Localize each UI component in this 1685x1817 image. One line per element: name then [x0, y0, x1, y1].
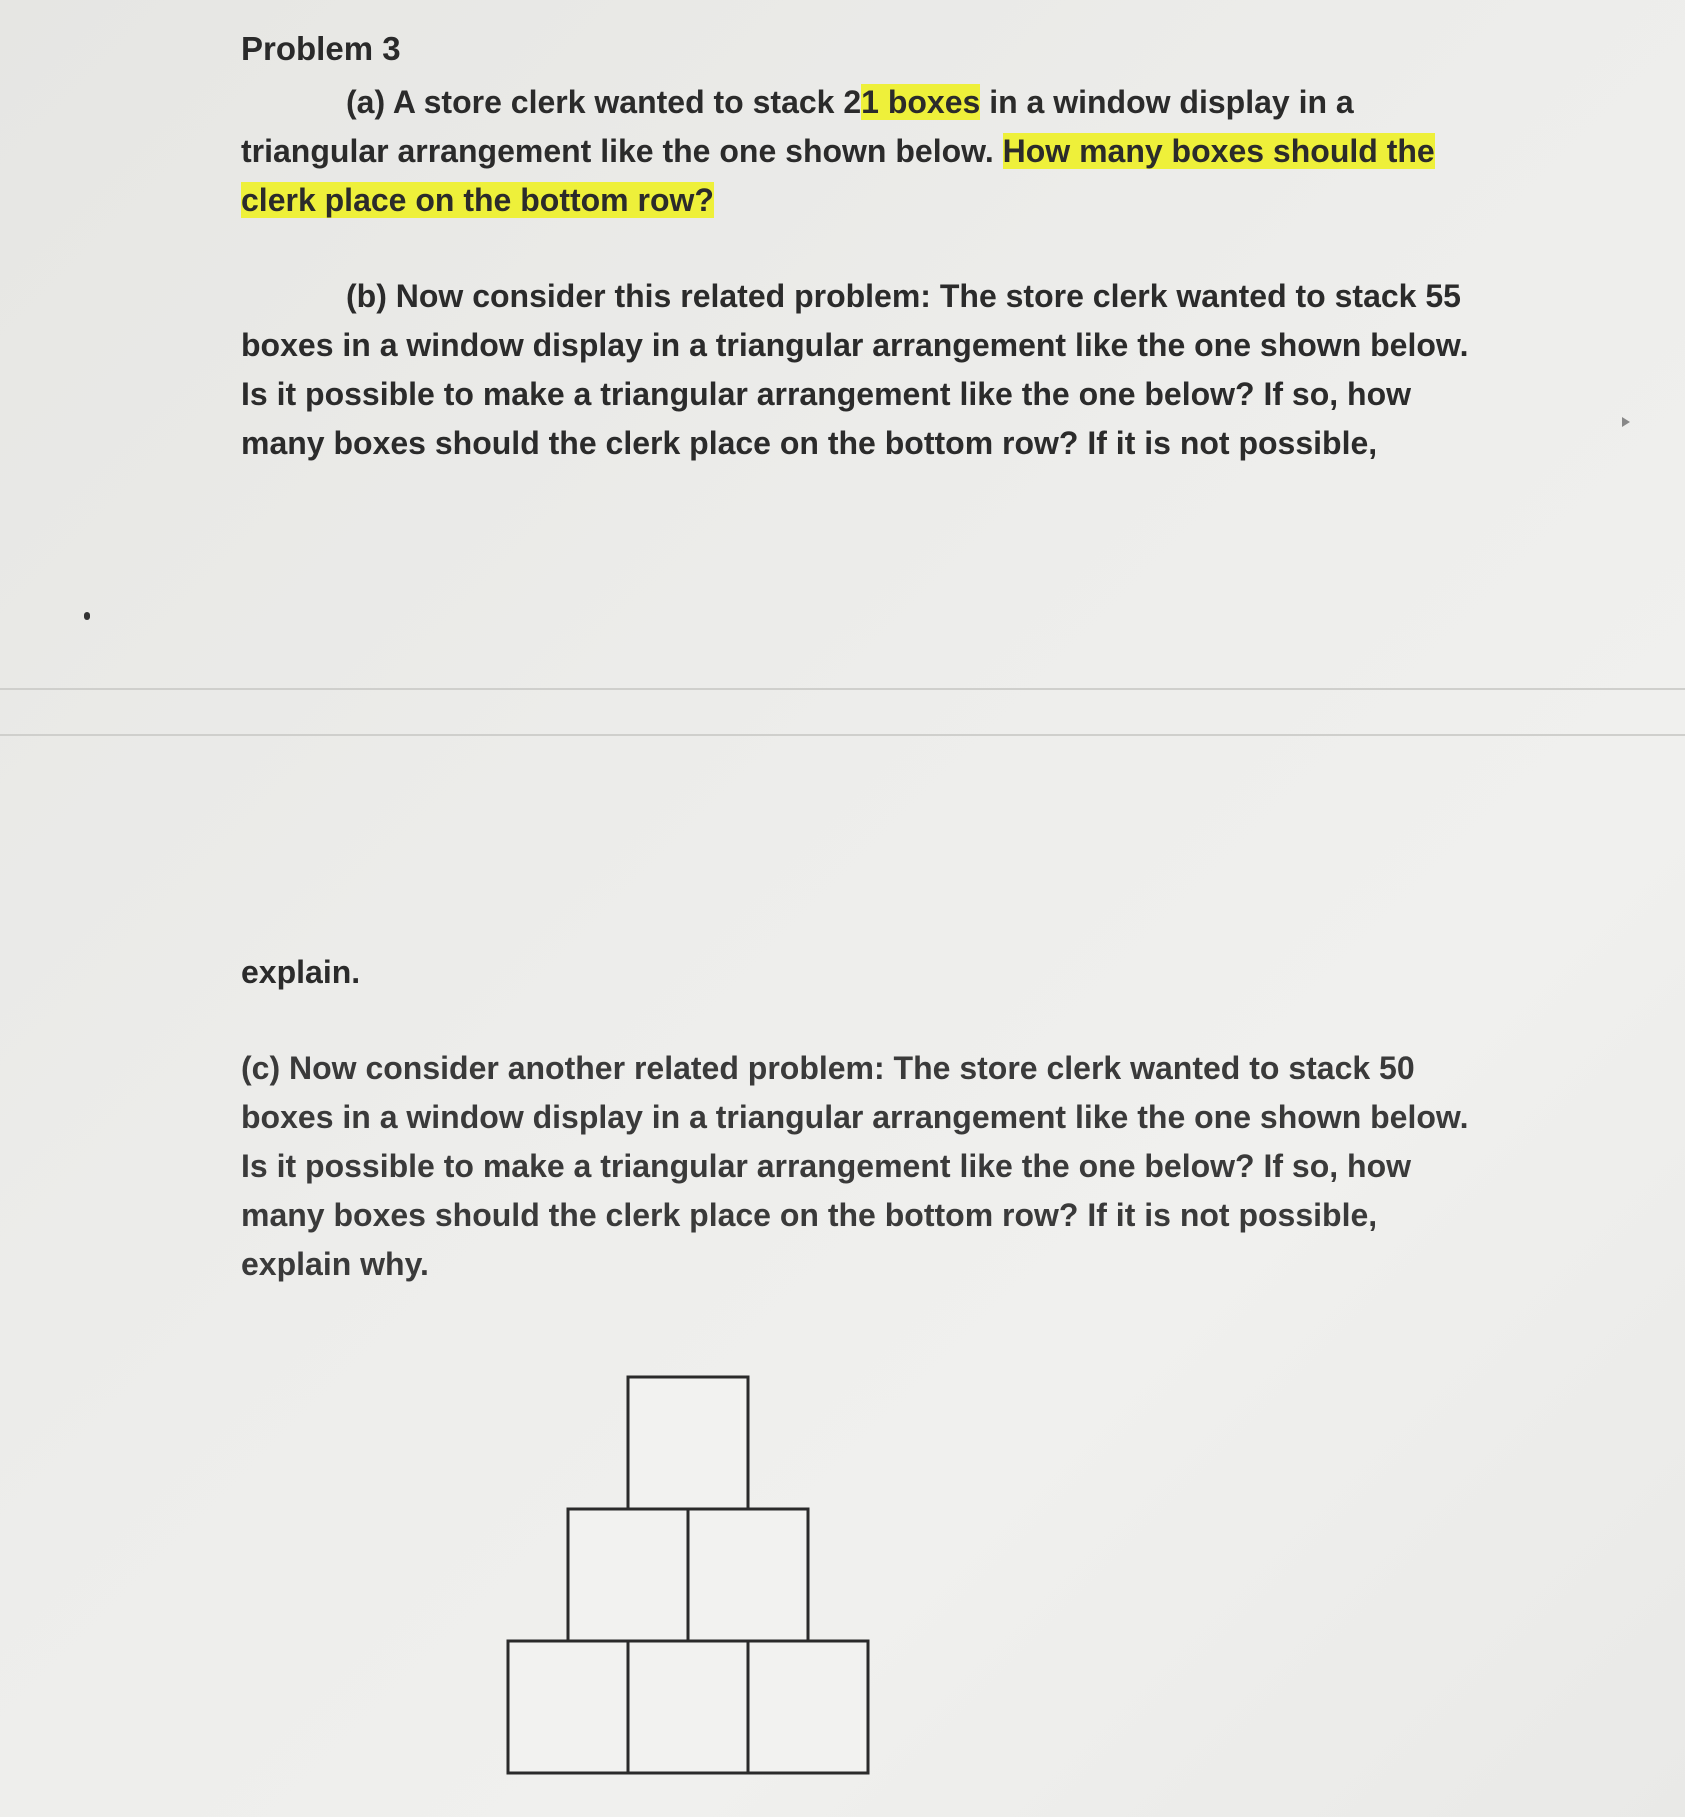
- part-c-line-4: many boxes should the clerk place on the bottom row? If it is not possible,: [241, 1197, 1378, 1233]
- pyramid-box: [628, 1641, 748, 1773]
- part-b-line-4: many boxes should the clerk place on the bottom row? If it is not possible,: [241, 425, 1378, 461]
- pyramid-box: [628, 1377, 748, 1509]
- part-b-line-2: boxes in a window display in a triangular arrangement like the one shown below.: [241, 327, 1469, 363]
- pyramid-box: [508, 1641, 628, 1773]
- part-c-line-1: (c) Now consider another related problem: The store clerk wanted to stack 50: [241, 1050, 1415, 1086]
- part-c-line-3: Is it possible to make a triangular arrangement like the one below? If so, how: [241, 1148, 1412, 1184]
- part-b-line-1: (b) Now consider this related problem: The store clerk wanted to stack 55: [346, 278, 1461, 314]
- problem-title: Problem 3: [241, 30, 401, 67]
- highlight: clerk place on the bottom row?: [241, 182, 714, 218]
- part-a-line-1: (a) A store clerk wanted to stack 21 boxes in a window display in a: [346, 84, 1354, 120]
- part-c-line-5: explain why.: [241, 1246, 429, 1282]
- part-b-continuation: explain.: [241, 954, 361, 990]
- part-b-line-3: Is it possible to make a triangular arrangement like the one below? If so, how: [241, 376, 1412, 412]
- highlight: How many boxes should the: [1002, 133, 1435, 169]
- highlight: 1 boxes: [861, 84, 981, 120]
- pyramid-box: [748, 1641, 868, 1773]
- pyramid-box: [568, 1509, 688, 1641]
- pyramid-box: [688, 1509, 808, 1641]
- part-c-line-2: boxes in a window display in a triangular arrangement like the one shown below.: [241, 1099, 1469, 1135]
- part-a-line-2: triangular arrangement like the one shown below. How many boxes should the: [241, 133, 1435, 169]
